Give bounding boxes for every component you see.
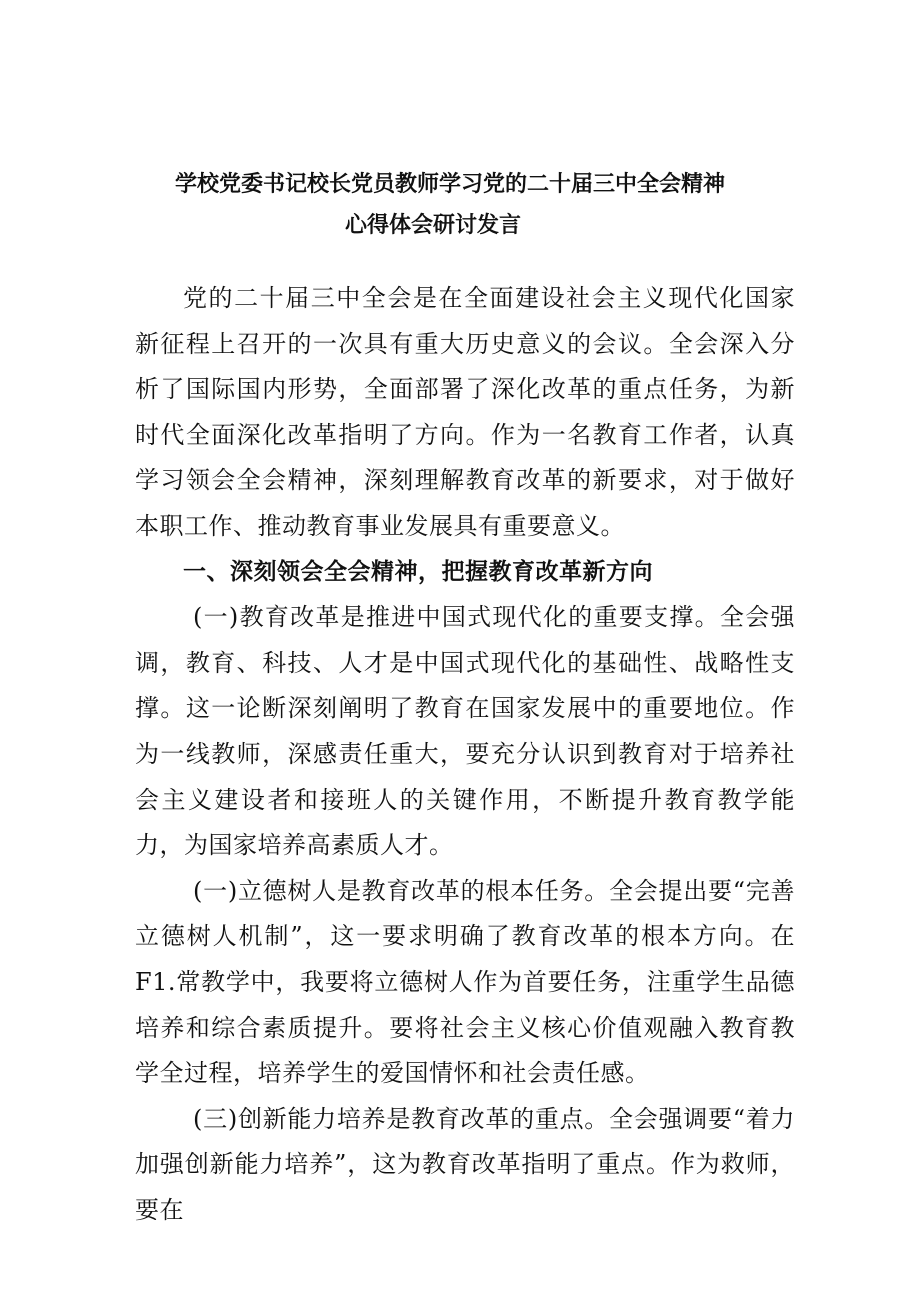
subsection-paragraph-2: (一)立德树人是教育改革的根本任务。全会提出要“完善立德树人机制”，这一要求明确了教育改革的根本方向。在F1.常教学中，我要将立德树人作为首要任务，注重学生品德培养和综合素质提升。要将社会主义核心价值观融入教育教学全过程，培养学生的爱国情怀和社会责任感。 [135,876,795,1088]
document-title-line-1: 学校党委书记校长党员教师学习党的二十届三中全会精神 [175,172,726,197]
document-title-line-2: 心得体会研讨发言 [345,213,522,238]
document-body [135,276,795,1233]
subsection-paragraph-1: (一)教育改革是推进中国式现代化的重要支撑。全会强调，教育、科技、人才是中国式现代化的基础性、战略性支撑。这一论断深刻阐明了教育在国家发展中的重要地位。作为一线教师，深感责任重大，要充分认识到教育对于培养社会主义建设者和接班人的关键作用，不断提升教育教学能力，为国家培养高素质人才。 [135,603,795,860]
subsection-paragraph-3: (三)创新能力培养是教育改革的重点。全会强调要“着力加强创新能力培养”，这为教育改革指明了重点。作为救师，要在 [135,1104,795,1224]
intro-paragraph: 党的二十届三中全会是在全面建设社会主义现代化国家新征程上召开的一次具有重大历史意义的会议。全会深入分析了国际国内形势，全面部署了深化改革的重点任务，为新时代全面深化改革指明了方向。作为一名教育工作者，认真学习领会全会精神，深刻理解教育改革的新要求，对于做好本职工作、推动教育事业发展具有重要意义。 [135,284,795,540]
section-heading-1: 一、深刻领会全会精神，把握教育改革新方向 [183,558,653,585]
